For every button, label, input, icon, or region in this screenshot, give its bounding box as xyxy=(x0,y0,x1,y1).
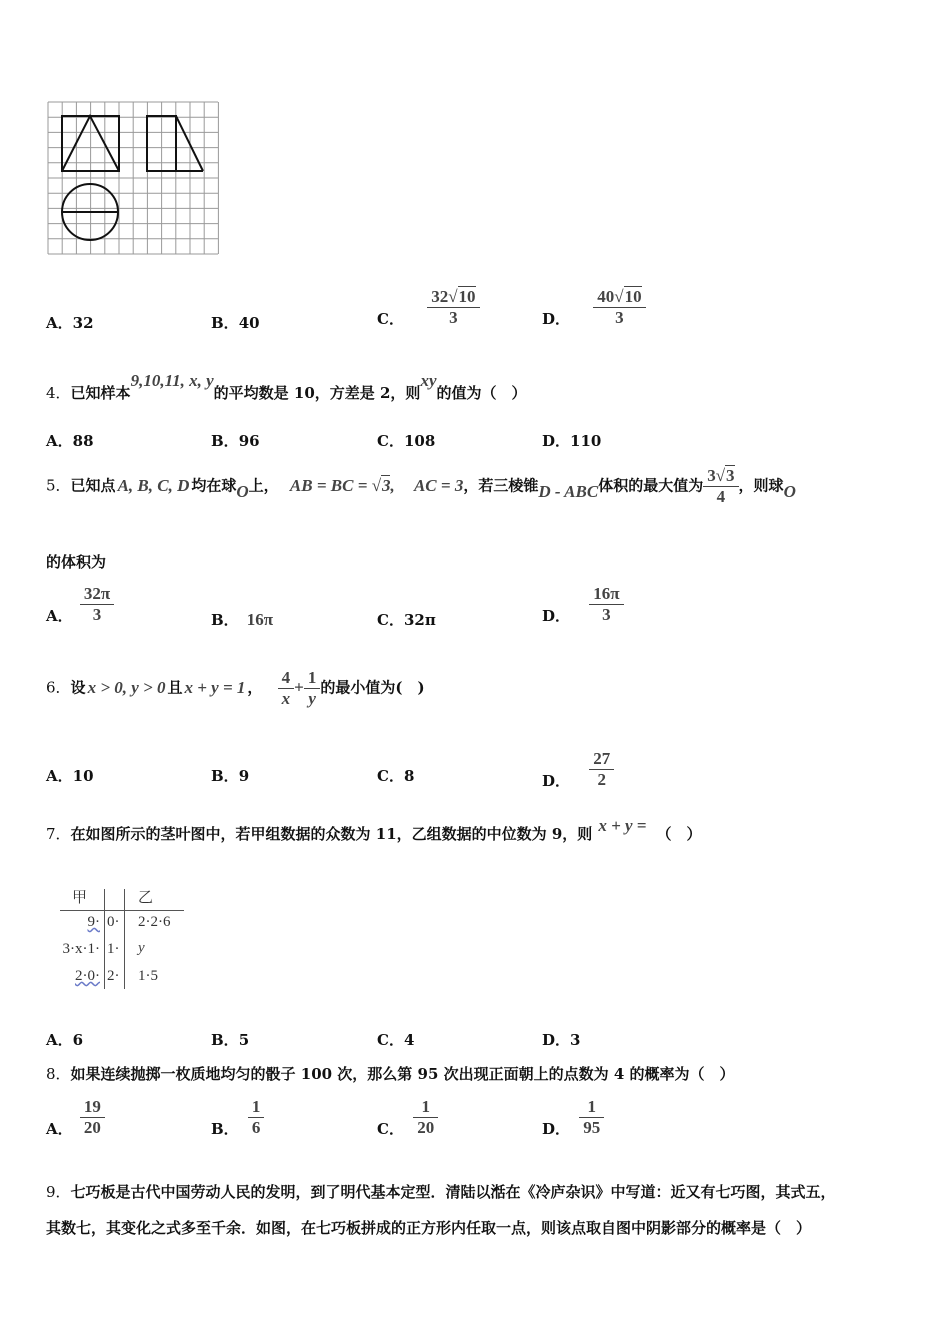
q6-option-c[interactable]: C．8 xyxy=(377,767,415,785)
q4-sample: 9,10,11, x, y xyxy=(130,371,214,390)
q5-option-b[interactable]: B． 16π xyxy=(211,610,274,629)
q4-option-a[interactable]: A．88 xyxy=(46,432,94,450)
q8-option-b[interactable]: B． $\frac{1}{6}$ xyxy=(211,1097,264,1138)
q7-option-c[interactable]: C．4 xyxy=(377,1031,415,1049)
q8-option-d[interactable]: D． $\frac{1}{95}$ xyxy=(542,1097,604,1138)
q5-option-a[interactable]: A． $\frac{32\pi}{3}$ xyxy=(46,584,114,625)
q7-option-a[interactable]: A．6 xyxy=(46,1031,84,1049)
stem-leaf-row1-stem: 0· xyxy=(107,914,120,930)
q4-var: xy xyxy=(420,371,437,390)
stem-leaf-row1-left: 9· xyxy=(87,914,100,930)
q8-option-a[interactable]: A． $\frac{19}{20}$ xyxy=(46,1097,105,1138)
q3-d-fraction: $\frac{40√10}{3}$ xyxy=(593,287,645,328)
three-view-figure xyxy=(46,100,220,256)
q9-line2: 其数七，其变化之式多至千余．如图，在七巧板拼成的正方形内任取一点，则该点取自图中阴影部分的概率是（ ） xyxy=(46,1219,812,1237)
q7-option-b[interactable]: B．5 xyxy=(211,1031,250,1049)
q5-max-volume: $\frac{3√3}{4}$ xyxy=(703,466,738,507)
stem-leaf-plot xyxy=(52,886,192,992)
q5-line2: 的体积为 xyxy=(46,553,107,571)
stem-leaf-vline-right xyxy=(124,889,125,989)
stem-leaf-hline xyxy=(60,910,184,911)
stem-leaf-row3-right: 1·5 xyxy=(138,968,158,984)
q3-option-a[interactable]: A．32 xyxy=(46,314,94,332)
q8-stem: 8．如果连续抛掷一枚质地均匀的骰子 100 次，那么第 95 次出现正面朝上的点数为 4 的概率为（ ） xyxy=(46,1065,735,1083)
q4-option-c[interactable]: C．108 xyxy=(377,432,436,450)
stem-leaf-row3-stem: 2· xyxy=(107,968,120,984)
stem-leaf-row2-left: 3·x·1· xyxy=(62,941,100,957)
stem-leaf-row3-left: 2·0· xyxy=(75,968,100,984)
q6-option-b[interactable]: B．9 xyxy=(211,767,250,785)
q5-stem: 5．已知点 A, B, C, D 均在球O上， AB = BC = √3, AC = 3，若三棱锥D - ABC体积的最大值为 $\frac{3√3}{4}$ ，则球O xyxy=(46,466,796,506)
q3-c-fraction: $\frac{32√10}{3}$ xyxy=(427,287,479,328)
q6-option-a[interactable]: A．10 xyxy=(46,767,94,785)
q7-option-d[interactable]: D．3 xyxy=(542,1031,581,1049)
q8-option-c[interactable]: C． $\frac{1}{20}$ xyxy=(377,1097,438,1138)
grid xyxy=(48,102,218,254)
q6-option-d[interactable]: D． $\frac{27}{2}$ xyxy=(542,749,614,790)
q6-stem: 6．设 x > 0, y > 0 且 x + y = 1 ， $\frac{4}{x}$ + $\frac{1}{y}$ 的最小值为( ) xyxy=(46,668,425,708)
q5-option-d[interactable]: D． $\frac{16\pi}{3}$ xyxy=(542,584,624,625)
q5-option-c[interactable]: C．32π xyxy=(377,611,436,629)
stem-leaf-row2-right: y xyxy=(138,940,145,956)
stem-leaf-head-right: 乙 xyxy=(138,890,154,906)
q3-option-d[interactable]: D． $\frac{40√10}{3}$ xyxy=(542,287,646,328)
stem-leaf-head-left: 甲 xyxy=(72,890,88,906)
q4-stem: 4．已知样本9,10,11, x, y的平均数是 10，方差是 2，则xy的值为（ ） xyxy=(46,371,527,402)
q3-option-c[interactable]: C． $\frac{32√10}{3}$ xyxy=(377,287,480,328)
q4-option-b[interactable]: B．96 xyxy=(211,432,260,450)
q9-line1: 9．七巧板是古代中国劳动人民的发明，到了明代基本定型．清陆以湉在《冷庐杂识》中写道：近又有七巧图，其式五， xyxy=(46,1183,836,1201)
q7-stem: 7．在如图所示的茎叶图中，若甲组数据的众数为 11，乙组数据的中位数为 9，则 x + y = （ ） xyxy=(46,816,702,843)
stem-leaf-vline-left xyxy=(104,889,105,989)
q3-option-b[interactable]: B．40 xyxy=(211,314,260,332)
stem-leaf-row2-stem: 1· xyxy=(107,941,120,957)
q4-option-d[interactable]: D．110 xyxy=(542,432,602,450)
stem-leaf-row1-right: 2·2·6 xyxy=(138,914,171,930)
